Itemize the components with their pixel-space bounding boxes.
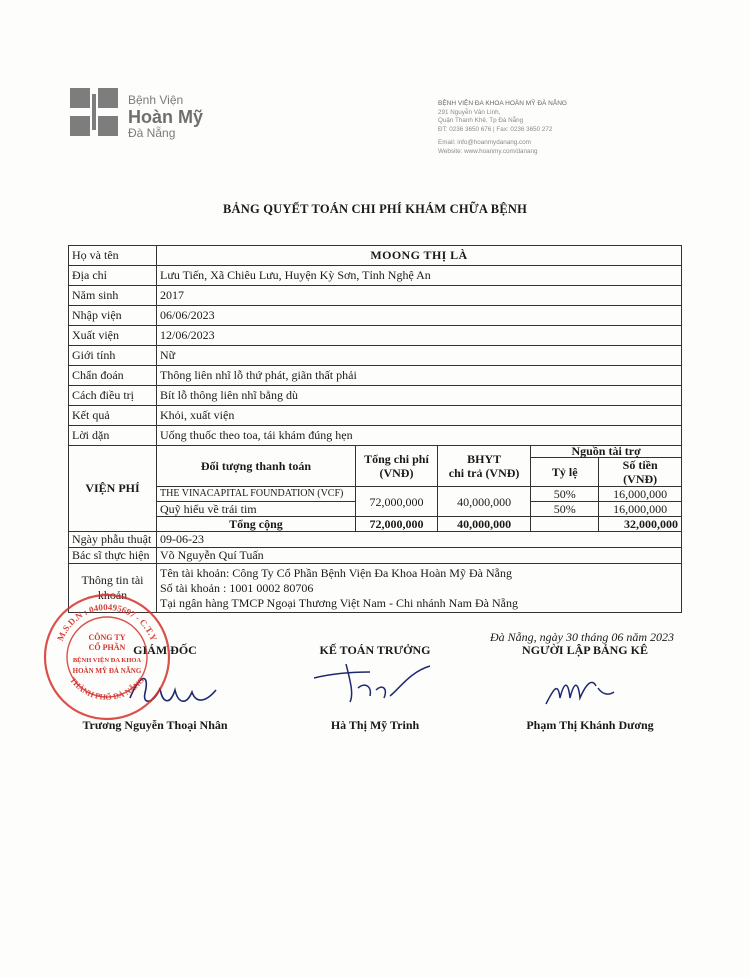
- hospital-website: Website: www.hoanmy.com/danang: [438, 147, 538, 155]
- table-row: [69, 286, 682, 306]
- patient-name: MOONG THỊ LÀ: [157, 246, 682, 266]
- account-number: Số tài khoản : 1001 0002 80706: [160, 580, 314, 595]
- total-cost-header-2: (VNĐ): [379, 466, 414, 480]
- rate-row-2: 50%: [531, 502, 599, 517]
- diagnosis: Thông liên nhĩ lỗ thứ phát, giãn thất phải: [157, 366, 682, 386]
- payer-header: Đối tượng thanh toán: [157, 446, 355, 487]
- result: Khỏi, xuất viện: [157, 406, 682, 426]
- amount-header-1: Số tiền: [622, 458, 658, 472]
- hospital-address-2: Quận Thanh Khê, Tp Đà Nẵng: [438, 117, 524, 125]
- address-label: Địa chỉ: [69, 266, 157, 286]
- logo-line-3: Đà Nẵng: [128, 126, 176, 141]
- table-row: [69, 266, 682, 286]
- birth-label: Năm sinh: [69, 286, 157, 306]
- fee-cell: [157, 446, 682, 532]
- account-name: Tên tài khoản: Công Ty Cổ Phần Bệnh Viện Đa Khoa Hoàn Mỹ Đà Nẵng: [160, 565, 512, 580]
- bhyt-value: 40,000,000: [438, 487, 531, 517]
- total-cost-header: [355, 446, 437, 487]
- table-row: [69, 446, 682, 532]
- director-name: Trương Nguyễn Thoại Nhân: [82, 718, 228, 732]
- fee-label: VIỆN PHÍ: [69, 446, 157, 532]
- name-label: Họ và tên: [69, 246, 157, 266]
- stamp-line-4: HOÀN MỸ ĐÀ NẴNG: [72, 667, 142, 675]
- table-row: [69, 326, 682, 346]
- hospital-contact-info: [438, 100, 567, 157]
- amount-header: [599, 458, 681, 487]
- discharge-date: 12/06/2023: [157, 326, 682, 346]
- discharge-label: Xuất viện: [69, 326, 157, 346]
- account-bank: Tại ngân hàng TMCP Ngoại Thương Việt Nam - Chi nhánh Nam Đà Nẵng: [160, 595, 518, 610]
- hospital-email: Email: info@hoanmydanang.com: [438, 139, 531, 147]
- sign-date: Đà Nẵng, ngày 30 tháng 06 năm 2023: [490, 630, 674, 644]
- accountant-name: Hà Thị Mỹ Trinh: [330, 718, 420, 732]
- table-row: [69, 366, 682, 386]
- accountant-signature-icon: [310, 660, 440, 710]
- sum-label: Tổng cộng: [157, 517, 355, 532]
- amount-row-2: 16,000,000: [599, 502, 681, 517]
- account-label-1: Thông tin tài: [81, 573, 144, 587]
- bhyt-header: [438, 446, 531, 487]
- preparer-signature-icon: [540, 668, 620, 713]
- hospital-logo-text: [128, 94, 203, 140]
- table-row: [69, 426, 682, 446]
- table-row: [69, 346, 682, 366]
- sum-bhyt: 40,000,000: [438, 517, 531, 532]
- bhyt-header-2: chi trả (VNĐ): [448, 466, 520, 480]
- stamp-ring-text: M.S.D.N : 0400495697 - C.T.Y: [55, 601, 159, 643]
- hospital-address-1: 291 Nguyễn Văn Linh,: [438, 108, 501, 116]
- logo-line-1: Bệnh Viện: [128, 93, 184, 107]
- table-row: [69, 386, 682, 406]
- payer-row-1: THE VINACAPITAL FOUNDATION (VCF): [157, 487, 355, 502]
- preparer-title: NGƯỜI LẬP BẢNG KÊ: [522, 643, 648, 657]
- accountant-title: KẾ TOÁN TRƯỞNG: [319, 643, 431, 657]
- treatment: Bít lỗ thông liên nhĩ bằng dù: [157, 386, 682, 406]
- admit-label: Nhập viện: [69, 306, 157, 326]
- surgery-date: 09-06-23: [157, 532, 682, 548]
- stamp-bottom-text: THÀNH PHỐ ĐÀ NẴNG: [67, 675, 147, 702]
- rate-row-1: 50%: [531, 487, 599, 502]
- company-stamp-icon: [40, 590, 174, 724]
- patient-birth-year: 2017: [157, 286, 682, 306]
- advice-label: Lời dặn: [69, 426, 157, 446]
- table-row: [69, 406, 682, 426]
- sum-amount: 32,000,000: [599, 517, 681, 532]
- amount-row-1: 16,000,000: [599, 487, 681, 502]
- total-cost-value: 72,000,000: [355, 487, 437, 517]
- svg-text:THÀNH PHỐ ĐÀ NẴNG: [68, 676, 146, 702]
- surgery-date-label: Ngày phẫu thuật: [69, 532, 157, 548]
- hospital-phone: ĐT: 0236 3650 676 | Fax: 0236 3650 272: [438, 125, 553, 133]
- amount-header-2: (VNĐ): [623, 472, 658, 486]
- document-title: BẢNG QUYẾT TOÁN CHI PHÍ KHÁM CHỮA BỆNH: [222, 202, 528, 216]
- advice: Uống thuốc theo toa, tái khám đúng hẹn: [157, 426, 682, 446]
- admit-date: 06/06/2023: [157, 306, 682, 326]
- sum-total-cost: 72,000,000: [355, 517, 437, 532]
- patient-info-table: [68, 245, 682, 613]
- hospital-name: BỆNH VIỆN ĐA KHOA HOÀN MỸ ĐÀ NẴNG: [438, 100, 567, 107]
- account-label-2: khoản: [97, 588, 128, 602]
- logo-line-2: Hoàn Mỹ: [128, 106, 204, 127]
- patient-gender: Nữ: [157, 346, 682, 366]
- table-row: [69, 306, 682, 326]
- hospital-logo-icon: [70, 88, 118, 136]
- doctor-label: Bác sĩ thực hiện: [69, 548, 157, 564]
- patient-address: Lưu Tiến, Xã Chiêu Lưu, Huyện Kỳ Sơn, Tỉnh Nghệ An: [157, 266, 682, 286]
- stamp-line-1: CÔNG TY: [88, 633, 126, 642]
- stamp-line-3: BỆNH VIỆN ĐA KHOA: [72, 657, 142, 664]
- rate-header: Tỷ lệ: [531, 458, 599, 487]
- stamp-line-2: CỔ PHẦN: [88, 643, 126, 652]
- account-info: [157, 564, 682, 613]
- table-row: [69, 532, 682, 548]
- total-cost-header-1: Tổng chi phí: [364, 452, 429, 466]
- preparer-name: Phạm Thị Khánh Dương: [526, 718, 654, 732]
- fee-table: [157, 446, 681, 531]
- table-row: [69, 548, 682, 564]
- table-row: [69, 246, 682, 266]
- payer-row-2: Quỹ hiểu về trái tim: [157, 502, 355, 517]
- treatment-label: Cách điều trị: [69, 386, 157, 406]
- doctor-name: Võ Nguyễn Quí Tuấn: [157, 548, 682, 564]
- diagnosis-label: Chẩn đoán: [69, 366, 157, 386]
- bhyt-header-1: BHYT: [467, 452, 502, 466]
- gender-label: Giới tính: [69, 346, 157, 366]
- result-label: Kết quả: [69, 406, 157, 426]
- funding-header: Nguồn tài trợ: [531, 446, 681, 458]
- director-title: GIÁM ĐỐC: [133, 643, 197, 657]
